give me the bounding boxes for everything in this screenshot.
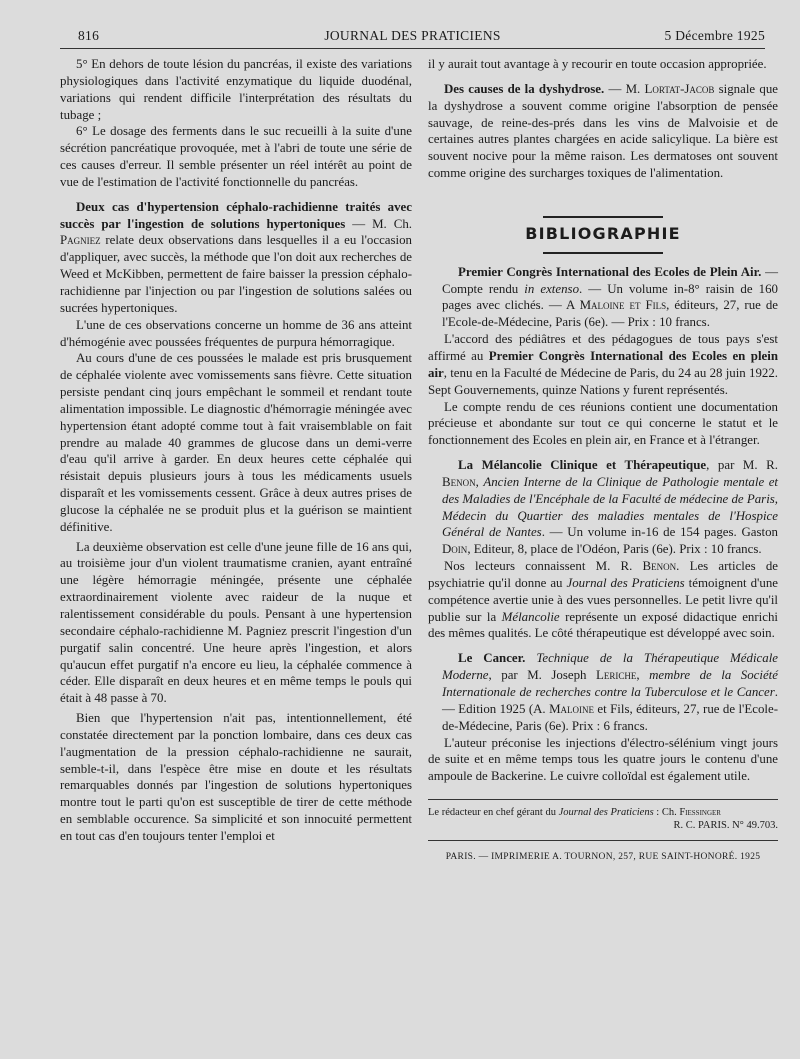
printer-imprint: PARIS. — IMPRIMERIE A. TOURNON, 257, RUE SAINT-HONORÉ. 1925	[428, 840, 778, 866]
review-paragraph: Le compte rendu de ces réunions contient une documentation précieuse et abondante sur tout ce qui concerne le statut et le fonctionnement des Ecoles en plein air, en France et à l'étranger.	[428, 399, 778, 448]
divider	[543, 216, 663, 218]
text: membre de la Société Internationale de recherches contre la Tuberculose et le Cancer	[442, 668, 778, 699]
text: et Fils, éditeurs, 27, rue de l'Ecole-de-Médecine, Paris (6e). Prix : 6 francs.	[442, 701, 778, 733]
text: Mélancolie	[501, 609, 560, 624]
article-title: Des causes de la dyshydrose.	[444, 81, 605, 96]
review-paragraph: L'auteur préconise les injections d'électro-sélénium vingt jours de suite et en même temps tous les quatre jours le contenu d'une ampoule de Backerine. Le cuivre colloïdal est également utile.	[428, 735, 778, 784]
paragraph-observation-2: La deuxième observation est celle d'une jeune fille de 16 ans qui, au troisième jour d'un violent traumatisme cranien, ayant entraîné une légère hémorragie méningée, présente une céphalée extraordinairement violente avec raideur de la nuque et ralentissement considérable du pouls. Pensant à une hypertension secondaire céphalo-rachidienne M. Pagniez prescrit l'ingestion d'un purgatif salin concentré. Une heure après l'ingestion, et alors qu'aucun effet purgatif n'a encore eu lieu, la céphalée commence à céder. Elle disparaît en deux heures et en même temps le pouls qui était à 48 passe à 70.	[60, 539, 412, 706]
review-paragraph	[428, 558, 778, 642]
author-name: Leriche	[595, 668, 637, 683]
article-dyshydrose	[428, 81, 778, 182]
text: . Les articles de psychiatrie qu'il donne au	[428, 559, 778, 590]
entry-title: Premier Congrès International des Ecoles de Plein Air.	[458, 264, 762, 279]
author-qualifications: Ancien Interne de la Clinique de Pathologie mentale et des Maladies de l'Encéphale de la Faculté de médecine de Paris, Médecin du Quartier des maladies mentales de l'Hospice Général de Nantes	[442, 474, 779, 540]
registration-number: R. C. PARIS. N° 49.703.	[673, 820, 778, 832]
article-text: relate deux observations dans lesquelles il a eu l'occasion d'appliquer, avec succès, la méthode que l'on doit aux recherches de Weed et McKibben, permettent de faire baisser la pression céphalo-rachidienne par l'injection ou par l'ingestion de solutions salées ou sucrées hypertoniques.	[60, 233, 412, 315]
text: , éditeurs, 27, rue de l'Ecole-de-Médecine, Paris (6e). — Prix : 10 francs.	[442, 298, 778, 330]
text: témoignent d'une compétence avertie unie à des vues personnelles. Le petit livre qu'il publie sur la	[428, 575, 778, 624]
text: — M.	[604, 81, 645, 96]
text: Le rédacteur en chef gérant du	[428, 807, 559, 819]
editor-name: Fiessinger	[679, 807, 721, 819]
text: Journal des Praticiens	[566, 575, 685, 590]
journal-title: JOURNAL DES PRATICIENS	[324, 28, 501, 43]
text: , par M. Joseph	[488, 668, 596, 683]
entry-title: La Mélancolie Clinique et Thérapeutique	[458, 458, 707, 473]
text: : Ch.	[653, 807, 680, 819]
left-column	[60, 56, 412, 845]
text: . — Edition 1925 (A.	[442, 685, 778, 716]
editor-line	[428, 806, 778, 819]
bibliography-entry-cancer	[428, 650, 778, 734]
publisher-name: Maloine et Fils	[579, 298, 667, 313]
article-text: signale que la dyshydrose a souvent comme origine l'absorption de pensée sauvage, de reine-des-prés dans les vins de Malvoisie et de certaines autres plantes chargées en acide salicylique. La bière est souvent nocive pour la même raison. Les dermatoses ont souvent comme origine des surcharges toxiques de l'alimentation.	[428, 81, 778, 181]
author-name: Pagniez	[60, 233, 101, 248]
article-hypertension	[60, 199, 412, 317]
conclusion-point-5: 5° En dehors de toute lésion du pancréas, il existe des variations physiologiques dans l'activité enzymatique du liquide duodénal, variations qui rendent difficile l'interprétation des résultats du tubage ;	[60, 57, 412, 122]
text: Nos lecteurs connaissent M. R.	[444, 559, 643, 574]
paragraph-observation-1: L'une de ces observations concerne un homme de 36 ans atteint d'hémogénie avec poussées fréquentes de purpura hémorragique.	[60, 317, 412, 349]
text: in extenso	[524, 281, 580, 296]
bibliography-entry-congress	[428, 264, 778, 331]
spacer	[428, 449, 778, 457]
running-header	[60, 28, 765, 46]
right-column	[428, 56, 778, 866]
footer-rule	[428, 799, 778, 800]
spacer	[60, 191, 412, 199]
bibliography-header	[428, 216, 778, 254]
divider	[543, 252, 663, 254]
text: — M. Ch.	[345, 216, 412, 231]
author-name: Benon	[442, 474, 476, 489]
text: , par M. R.	[706, 458, 778, 473]
entry-subtitle: Technique de la Thérapeutique Médicale Moderne	[442, 651, 778, 683]
publisher-name: Maloine	[549, 701, 595, 716]
text: — Compte rendu	[442, 264, 778, 296]
text: ,	[475, 474, 484, 489]
paragraph-conclusion: Bien que l'hypertension n'ait pas, intentionnellement, été constatée directement par la ponction lombaire, dans ces deux cas l'augmentation de la pression céphalo-rachidienne ne saurait, semble-t-il, dans l'espèce être mise en doute et les résultats remarquables donnés par l'ingestion de solutions hypertoniques montre tout le parti qu'on est susceptible de tirer de cette méthode en semblable occurence. Sa simplicité et son innocuité permettent en tout cas d'en toujours tenter l'emploi et	[60, 711, 412, 843]
conclusion-point-6: 6° Le dosage des ferments dans le suc recueilli à la suite d'une sécrétion pancréatique provoquée, met à l'abri de toute une série de ces causes d'erreur. Il semble présenter un réel intérêt au point de vue de l'estimation de l'activité fonctionnelle du pancréas.	[60, 124, 412, 189]
text: . — Un volume in-16 de 154 pages. Gaston	[541, 525, 778, 540]
text: Premier Congrès International des Ecoles en plein air	[428, 348, 778, 380]
section-title: BIBLIOGRAPHIE	[525, 223, 681, 243]
bibliography-entry-melancolie	[428, 457, 778, 558]
author-name: Lortat-Jacob	[644, 81, 715, 96]
text: L'accord des pédiâtres et des pédagogues de tous pays s'est affirmé au	[428, 332, 778, 363]
text: . — Un volume in-8° raisin de 160 pages avec clichés. — A	[442, 281, 778, 313]
issue-date: 5 Décembre 1925	[664, 28, 765, 43]
text: ,	[636, 668, 650, 683]
author-name: Benon	[642, 559, 677, 574]
entry-title: Le Cancer.	[458, 651, 526, 666]
text: , Editeur, 8, place de l'Odéon, Paris (6e). Prix : 10 francs.	[467, 542, 762, 557]
article-title: Deux cas d'hypertension céphalo-rachidienne traités avec succès par l'ingestion de solutions hypertoniques	[60, 199, 412, 231]
spacer	[428, 642, 778, 650]
publisher-name: Doin	[442, 542, 468, 557]
review-paragraph	[428, 331, 778, 398]
spacer	[428, 73, 778, 81]
text: , tenu en la Faculté de Médecine de Paris, du 24 au 28 juin 1922. Sept Gouvernements, quinze Nations y furent représentés.	[428, 365, 778, 397]
paragraph-continuation: il y aurait tout avantage à y recourir en toute occasion appropriée.	[428, 57, 767, 71]
text: Journal des Praticiens	[558, 807, 654, 819]
page-number: 816	[78, 28, 100, 43]
header-rule	[60, 48, 765, 49]
text	[525, 651, 536, 665]
paragraph-course: Au cours d'une de ces poussées le malade est pris brusquement de céphalée violente avec vomissements sans fièvre. Cette situation persiste pendant cinq jours empêchant le sommeil et rendant toute alimentation impossible. Le diagnostic d'hémorragie méningée avec hypertension étant adopté comme tout à fait vraisemblable on fait prendre au malade 40 grammes de glucose dans un demi-verre d'eau qu'il arrive à garder. En deux heures cette céphalée qui résistait depuis plusieurs jours à tous les médicaments usuels disparaît et les vomissements cessent. Grâce à deux autres prises de glucose la céphalée ne se produit plus et la guérison se maintient définitive.	[60, 351, 412, 534]
text: représente un exposé didactique enrichi des mêmes qualités. Le côté thérapeutique est développé avec soin.	[428, 609, 778, 641]
editor-credit	[428, 806, 778, 832]
